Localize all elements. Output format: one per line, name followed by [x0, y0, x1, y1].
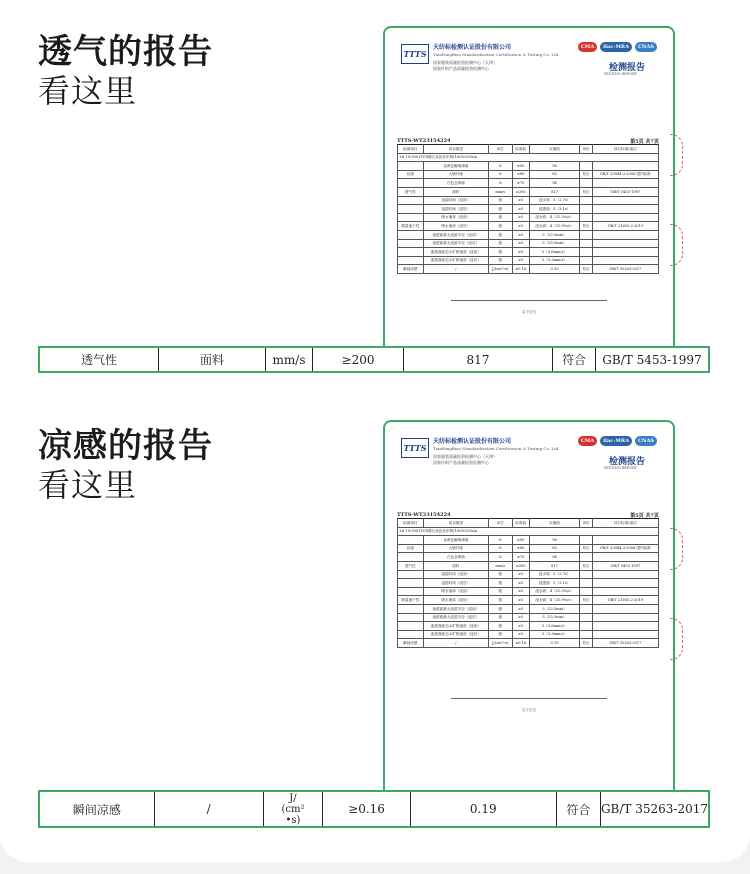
table-cell: 渗透面最大浸湿半径（浸前） [423, 604, 488, 613]
ttts-logo: TTTS [401, 44, 429, 64]
table-cell: 级 [488, 239, 512, 248]
table-cell: 浸湿时间（浸前） [423, 196, 488, 205]
table-cell: J/(cm²•s) [488, 639, 512, 648]
table-cell: GB/T 35263-2017 [592, 265, 658, 274]
table-row [398, 639, 659, 648]
table-row [398, 587, 659, 596]
table-cell: 浸湿时间（浸后） [423, 579, 488, 588]
table-row [398, 630, 659, 639]
table-cell: 85 [529, 170, 580, 179]
table-row [398, 570, 659, 579]
table-cell: 级 [488, 604, 512, 613]
table-cell: 透气性 [398, 561, 424, 570]
table-cell: ≥3 [512, 604, 529, 613]
ttts-logo: TTTS [401, 438, 429, 458]
table-cell: GB/T 35263-2017 [592, 639, 658, 648]
table-cell: % [488, 162, 512, 171]
table-header-cell: 实测值 [529, 519, 580, 528]
table-cell: GB/T 5453-1997 [592, 561, 658, 570]
annotation-arc [670, 618, 683, 660]
hl-unit-line3: •s) [285, 814, 301, 826]
table-row [398, 553, 659, 562]
table-cell: ≥3 [512, 596, 529, 605]
table-cell: 级 [488, 587, 512, 596]
table-cell [398, 604, 424, 613]
table-cell: 5（5.3mm/s） [529, 256, 580, 265]
table-cell: 瞬间凉感 [398, 639, 424, 648]
table-cell: 渗透面液态水扩散速度（浸前） [423, 248, 488, 257]
hl-standard: ≥0.16 [323, 792, 410, 826]
org-name-en: TianFangBiao Standardization Certification & Testing Co.,Ltd. [433, 446, 560, 451]
blank-note: 以下空白 [522, 708, 536, 712]
table-cell: ≥3 [512, 205, 529, 214]
table-cell: 符合 [580, 222, 592, 231]
hl-unit-line2: (cm² [281, 803, 305, 815]
hl-unit: mm/s [266, 348, 313, 371]
table-cell: 面料 [423, 561, 488, 570]
table-cell [592, 587, 658, 596]
table-cell: ≥3 [512, 239, 529, 248]
hl-result: 817 [404, 348, 553, 371]
table-cell [592, 630, 658, 639]
report-document [391, 428, 667, 792]
table-cell: ≥70 [512, 179, 529, 188]
table-cell [580, 613, 592, 622]
table-cell: 大肠杆菌 [423, 544, 488, 553]
table-cell: 吸水速率（浸前） [423, 213, 488, 222]
table-cell: 级 [488, 570, 512, 579]
accreditation-marks [578, 436, 657, 448]
sample-cell: 1# 19-3901TCX燃石灰色针织物(100%100s)a [398, 527, 659, 536]
table-cell: ≥3 [512, 222, 529, 231]
section-subtitle: 看这里 [38, 466, 138, 504]
table-header-cell: 检测项目 [398, 519, 424, 528]
table-header-cell: 评价 [580, 519, 592, 528]
table-cell: ≥3 [512, 579, 529, 588]
sample-row [398, 527, 659, 536]
table-row [398, 579, 659, 588]
table-cell: % [488, 536, 512, 545]
table-cell: 5（22.5mm） [529, 230, 580, 239]
section-title: 凉感的报告 [38, 426, 213, 466]
table-cell: 浸透面：5（3.1s） [529, 205, 580, 214]
table-row [398, 604, 659, 613]
table-cell: 级 [488, 205, 512, 214]
table-cell: 级 [488, 613, 512, 622]
table-cell: 瞬间凉感 [398, 265, 424, 274]
table-cell [592, 613, 658, 622]
table-cell: 抗菌 [398, 170, 424, 179]
table-header-cell: 实测值 [529, 145, 580, 154]
cma-mark: CMA [578, 436, 597, 446]
table-cell: GB/T 20944.3-2008 国内标准 [592, 544, 658, 553]
annotation-arc [670, 528, 683, 570]
table-cell: 级 [488, 622, 512, 631]
table-cell: ≥200 [512, 561, 529, 570]
table-cell: 吸水速率（浸后） [423, 596, 488, 605]
table-cell: 817 [529, 561, 580, 570]
table-header-cell: 项目描述 [423, 145, 488, 154]
table-cell: 浸水面：4（21.9%/s） [529, 222, 580, 231]
table-cell: 浸透面：5（3.1s） [529, 579, 580, 588]
org-name: 天纺标检测认证股份有限公司 [433, 438, 512, 445]
table-cell: 白色念珠菌 [423, 179, 488, 188]
table-cell: J/(cm²•s) [488, 265, 512, 274]
table-row [398, 596, 659, 605]
table-cell: 5（5.6mm/s） [529, 248, 580, 257]
table-row [398, 536, 659, 545]
report-table [397, 518, 659, 648]
hl-sample: 面料 [159, 348, 266, 371]
table-cell: 级 [488, 248, 512, 257]
org-name: 天纺标检测认证股份有限公司 [433, 44, 512, 51]
table-cell: 浸水面：5（2.7s） [529, 196, 580, 205]
center-name-2: 国家针织产品质量检验检测中心 [433, 460, 489, 465]
hl-unit-line1: J/ [289, 792, 297, 804]
table-cell [580, 622, 592, 631]
report-title: 检测报告 [608, 457, 645, 467]
table-cell: 0.19 [529, 639, 580, 648]
table-header-cell: 标准值 [512, 145, 529, 154]
table-cell [398, 622, 424, 631]
report-page: 第5页 共7页 [630, 139, 659, 145]
report-title: 检测报告 [608, 63, 645, 73]
report-title-en: TESTING REPORT [603, 466, 637, 470]
table-cell: 吸湿速干性 [398, 222, 424, 231]
table-cell: 吸水速率（浸后） [423, 222, 488, 231]
table-cell: 5（5.6mm/s） [529, 622, 580, 631]
table-cell [398, 613, 424, 622]
table-header-cell: 单位 [488, 145, 512, 154]
table-cell: ≥80 [512, 544, 529, 553]
table-cell: 符合 [580, 561, 592, 570]
table-cell [580, 587, 592, 596]
table-header-cell: 执行标准/备注 [592, 145, 658, 154]
table-row [398, 561, 659, 570]
table-cell [398, 570, 424, 579]
table-cell: 符合 [580, 187, 592, 196]
table-cell: 5（25.5mm） [529, 239, 580, 248]
table-cell: 浸水面：4（21.3%/s） [529, 213, 580, 222]
table-cell [580, 579, 592, 588]
table-cell [592, 570, 658, 579]
table-cell: 渗透面液态水扩散速度（浸后） [423, 256, 488, 265]
hl-verdict: 符合 [557, 792, 601, 826]
hl-result: 0.19 [411, 792, 557, 826]
highlight-row [38, 790, 710, 828]
table-row [398, 622, 659, 631]
table-cell [580, 553, 592, 562]
table-cell [580, 570, 592, 579]
table-cell: 吸湿速干性 [398, 596, 424, 605]
table-cell: ≥3 [512, 256, 529, 265]
table-cell: 98 [529, 162, 580, 171]
table-cell: % [488, 179, 512, 188]
cnas-mark: CNAS [635, 436, 657, 446]
table-cell: GB/T 5453-1997 [592, 187, 658, 196]
table-cell [398, 630, 424, 639]
table-cell: 级 [488, 222, 512, 231]
table-cell: 级 [488, 596, 512, 605]
table-cell: 透气性 [398, 187, 424, 196]
table-cell: 98 [529, 536, 580, 545]
hl-item: 瞬间凉感 [40, 792, 155, 826]
table-header-cell: 执行标准/备注 [592, 519, 658, 528]
table-cell: 渗透面最大浸湿半径（浸后） [423, 239, 488, 248]
table-cell: ≥90 [512, 536, 529, 545]
table-header-cell: 评价 [580, 145, 592, 154]
table-cell: 级 [488, 579, 512, 588]
table-cell: 白色念珠菌 [423, 553, 488, 562]
table-cell: 85 [529, 544, 580, 553]
table-row [398, 544, 659, 553]
hl-method: GB/T 35263-2017 [600, 802, 708, 816]
table-cell: ≥0.16 [512, 265, 529, 274]
table-cell: 94 [529, 553, 580, 562]
ilac-mark: ilac-MRA [600, 42, 632, 52]
center-name: 国家服装质量检验检测中心（天津） [433, 454, 497, 459]
table-cell: 浸水面：4（21.3%/s） [529, 587, 580, 596]
table-cell: % [488, 544, 512, 553]
table-cell: 面料 [423, 187, 488, 196]
table-cell: 5（22.5mm） [529, 604, 580, 613]
table-cell: 抗菌 [398, 544, 424, 553]
table-cell: 级 [488, 630, 512, 639]
table-cell [592, 622, 658, 631]
table-cell: 级 [488, 256, 512, 265]
table-cell: 渗透面液态水扩散速度（浸前） [423, 622, 488, 631]
table-cell: 级 [488, 230, 512, 239]
table-cell [580, 604, 592, 613]
blank-note: 以下空白 [522, 310, 536, 314]
table-cell: 渗透面最大浸湿半径（浸前） [423, 230, 488, 239]
report-number: TTTS-WT23154224 [397, 512, 451, 518]
blank-divider [451, 698, 607, 699]
table-cell: GB/T 21655.2-2019 [592, 596, 658, 605]
center-name: 国家服装质量检验检测中心（天津） [433, 60, 497, 65]
table-cell: 94 [529, 179, 580, 188]
table-cell: GB/T 20944.3-2008 国内标准 [592, 170, 658, 179]
table-cell: 5（25.5mm） [529, 613, 580, 622]
table-cell [592, 579, 658, 588]
table-cell: ≥90 [512, 162, 529, 171]
table-cell: ≥200 [512, 187, 529, 196]
report-page: 第5页 共7页 [630, 513, 659, 519]
table-cell: 符合 [580, 544, 592, 553]
hl-item: 透气性 [40, 348, 159, 371]
table-cell: 817 [529, 187, 580, 196]
table-cell [592, 553, 658, 562]
table-cell: 渗透面液态水扩散速度（浸后） [423, 630, 488, 639]
hl-sample: / [155, 792, 264, 826]
sample-cell: 1# 19-3901TCX燃石灰色针织物(100%100s)a [398, 153, 659, 162]
table-cell: ≥3 [512, 248, 529, 257]
org-name-en: TianFangBiao Standardization Certification & Testing Co.,Ltd. [433, 52, 560, 57]
hl-method: GB/T 5453-1997 [602, 352, 702, 367]
table-cell: 符合 [580, 170, 592, 179]
section-subtitle: 看这里 [38, 72, 138, 110]
table-cell: ≥3 [512, 196, 529, 205]
table-row [398, 613, 659, 622]
table-cell [398, 579, 424, 588]
table-cell [398, 587, 424, 596]
cnas-mark: CNAS [635, 42, 657, 52]
table-cell [592, 604, 658, 613]
table-cell: 金黄色葡萄球菌 [423, 162, 488, 171]
table-cell: ≥3 [512, 587, 529, 596]
table-cell: % [488, 553, 512, 562]
table-cell: ≥3 [512, 230, 529, 239]
ilac-mark: ilac-MRA [600, 436, 632, 446]
table-cell: ≥3 [512, 622, 529, 631]
table-cell: 浸湿时间（浸后） [423, 205, 488, 214]
table-cell: ≥3 [512, 570, 529, 579]
table-cell: 渗透面最大浸湿半径（浸后） [423, 613, 488, 622]
table-cell: 符合 [580, 265, 592, 274]
table-cell: ≥70 [512, 553, 529, 562]
table-cell [580, 630, 592, 639]
table-cell: 金黄色葡萄球菌 [423, 536, 488, 545]
report-number: TTTS-WT23154224 [397, 138, 451, 144]
table-cell [580, 536, 592, 545]
table-cell: 大肠杆菌 [423, 170, 488, 179]
table-cell: 级 [488, 213, 512, 222]
table-cell: 符合 [580, 639, 592, 648]
table-cell [398, 553, 424, 562]
table-cell: 吸水速率（浸前） [423, 587, 488, 596]
report-image-frame [383, 420, 675, 792]
table-header-cell: 标准值 [512, 519, 529, 528]
report-title-en: TESTING REPORT [603, 72, 637, 76]
table-header-cell: 项目描述 [423, 519, 488, 528]
table-cell: ≥3 [512, 613, 529, 622]
section-title: 透气的报告 [38, 32, 213, 72]
table-cell: ≥3 [512, 630, 529, 639]
table-cell: GB/T 21655.2-2019 [592, 222, 658, 231]
table-cell [398, 536, 424, 545]
table-cell: % [488, 170, 512, 179]
center-name-2: 国家针织产品质量检验检测中心 [433, 66, 489, 71]
table-cell: 浸水面：4（21.9%/s） [529, 596, 580, 605]
table-cell: 级 [488, 196, 512, 205]
table-cell: mm/s [488, 187, 512, 196]
table-cell: 浸湿时间（浸前） [423, 570, 488, 579]
table-header-cell: 检测项目 [398, 145, 424, 154]
hl-verdict: 符合 [553, 348, 596, 371]
table-cell: mm/s [488, 561, 512, 570]
table-cell: ≥0.16 [512, 639, 529, 648]
table-cell: / [423, 265, 488, 274]
table-cell: ≥3 [512, 213, 529, 222]
table-cell: 浸水面：5（2.7s） [529, 570, 580, 579]
table-header-row [398, 519, 659, 528]
table-cell: 5（5.3mm/s） [529, 630, 580, 639]
table-cell: 符合 [580, 596, 592, 605]
table-cell: / [423, 639, 488, 648]
hl-standard: ≥200 [313, 348, 404, 371]
hl-unit [264, 792, 324, 826]
table-cell [592, 536, 658, 545]
cma-mark: CMA [578, 42, 597, 52]
table-header-cell: 单位 [488, 519, 512, 528]
table-cell: 0.19 [529, 265, 580, 274]
table-cell: ≥80 [512, 170, 529, 179]
